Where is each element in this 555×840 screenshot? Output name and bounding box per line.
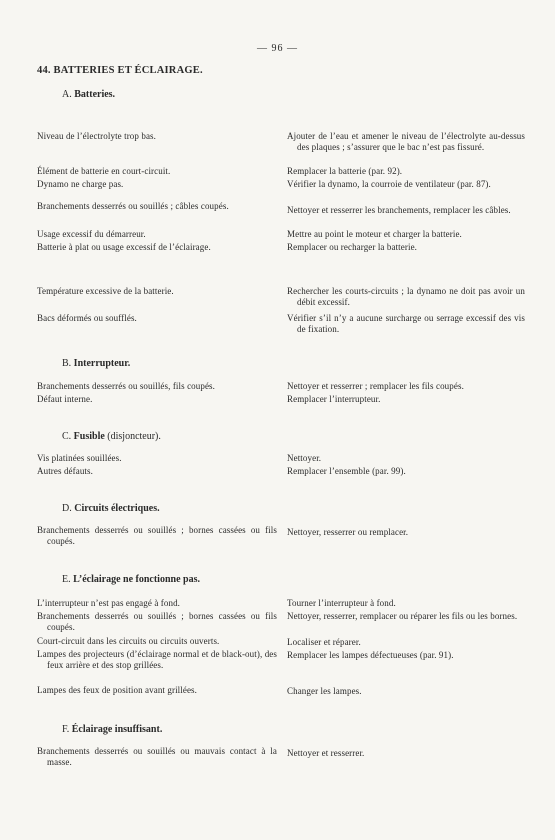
cause-cell: Branchements desserrés ou souillés ; bornes cassées ou fils coupés. xyxy=(37,611,277,633)
section-title: L’éclairage ne fonctionne pas. xyxy=(73,574,200,585)
page-number: — 96 — xyxy=(257,43,298,54)
section-d-heading xyxy=(62,503,160,514)
cause-cell: Usage excessif du démarreur. xyxy=(37,229,146,239)
remedy-cell: Nettoyer. xyxy=(287,453,322,463)
cause-cell: Autres défauts. xyxy=(37,466,93,476)
remedy-cell: Rechercher les courts-circuits ; la dynamo ne doit pas avoir un débit excessif. xyxy=(287,286,525,308)
section-letter: E. xyxy=(62,574,71,585)
section-f-heading xyxy=(62,724,162,735)
remedy-cell: Tourner l’interrupteur à fond. xyxy=(287,598,396,608)
remedy-cell: Mettre au point le moteur et charger la batterie. xyxy=(287,229,462,239)
cause-cell: Défaut interne. xyxy=(37,394,93,404)
section-title: Circuits électriques. xyxy=(74,503,160,514)
section-c-heading xyxy=(62,431,161,442)
cause-cell: Branchements desserrés ou souillés ou mauvais contact à la masse. xyxy=(37,746,277,768)
remedy-cell: Nettoyer et resserrer ; remplacer les fils coupés. xyxy=(287,381,464,391)
remedy-cell: Localiser et réparer. xyxy=(287,637,361,647)
section-title: Fusible xyxy=(73,431,105,442)
remedy-cell: Vérifier la dynamo, la courroie de ventilateur (par. 87). xyxy=(287,179,491,189)
section-b-heading xyxy=(62,358,130,369)
section-title: Batteries. xyxy=(74,89,116,100)
section-letter: A. xyxy=(62,89,72,100)
cause-cell: L’interrupteur n’est pas engagé à fond. xyxy=(37,598,181,608)
cause-cell: Branchements desserrés ou souillés, fils coupés. xyxy=(37,381,216,391)
remedy-cell: Nettoyer, resserrer ou remplacer. xyxy=(287,527,409,537)
remedy-cell: Nettoyer et resserrer les branchements, remplacer les câbles. xyxy=(287,205,511,215)
section-letter: B. xyxy=(62,358,72,369)
cause-cell: Court-circuit dans les circuits ou circuits ouverts. xyxy=(37,636,220,646)
section-a-heading xyxy=(62,89,115,100)
section-subtitle: (disjoncteur). xyxy=(104,431,161,442)
section-letter: D. xyxy=(62,503,72,514)
cause-cell: Dynamo ne charge pas. xyxy=(37,179,124,189)
remedy-cell: Remplacer ou recharger la batterie. xyxy=(287,242,418,252)
remedy-cell: Remplacer l’interrupteur. xyxy=(287,394,381,404)
cause-cell: Température excessive de la batterie. xyxy=(37,286,174,296)
remedy-cell: Changer les lampes. xyxy=(287,686,362,696)
cause-cell: Branchements desserrés ou souillés ; bornes cassées ou fils coupés. xyxy=(37,525,277,547)
cause-cell: Élément de batterie en court-circuit. xyxy=(37,166,171,176)
cause-cell: Bacs déformés ou soufflés. xyxy=(37,313,137,323)
section-e-heading xyxy=(62,574,200,585)
remedy-cell: Nettoyer et resserrer. xyxy=(287,748,365,758)
section-title: Interrupteur. xyxy=(73,358,131,369)
remedy-cell: Nettoyer, resserrer, remplacer ou réparer les fils ou les bornes. xyxy=(287,611,518,621)
chapter-title: 44. BATTERIES ET ÉCLAIRAGE. xyxy=(37,65,203,76)
cause-cell: Lampes des feux de position avant grillées. xyxy=(37,685,198,695)
remedy-cell: Remplacer l’ensemble (par. 99). xyxy=(287,466,406,476)
cause-cell: Niveau de l’électrolyte trop bas. xyxy=(37,131,157,141)
cause-cell: Batterie à plat ou usage excessif de l’éclairage. xyxy=(37,242,211,252)
cause-cell: Vis platinées souillées. xyxy=(37,453,122,463)
remedy-cell: Remplacer la batterie (par. 92). xyxy=(287,166,403,176)
remedy-cell: Ajouter de l’eau et amener le niveau de l’électrolyte au-dessus des plaques ; s’assurer que le bac n’est pas fissuré. xyxy=(287,131,525,153)
section-letter: C. xyxy=(62,431,72,442)
cause-cell: Branchements desserrés ou souillés ; câbles coupés. xyxy=(37,201,229,211)
section-letter: F. xyxy=(62,724,70,735)
section-title: Éclairage insuffisant. xyxy=(71,724,163,735)
remedy-cell: Remplacer les lampes défectueuses (par. 91). xyxy=(287,650,454,660)
remedy-cell: Vérifier s’il n’y a aucune surcharge ou serrage excessif des vis de fixation. xyxy=(287,313,525,335)
cause-cell: Lampes des projecteurs (d’éclairage normal et de black-out), des feux arrière et des stop grillées. xyxy=(37,649,277,671)
